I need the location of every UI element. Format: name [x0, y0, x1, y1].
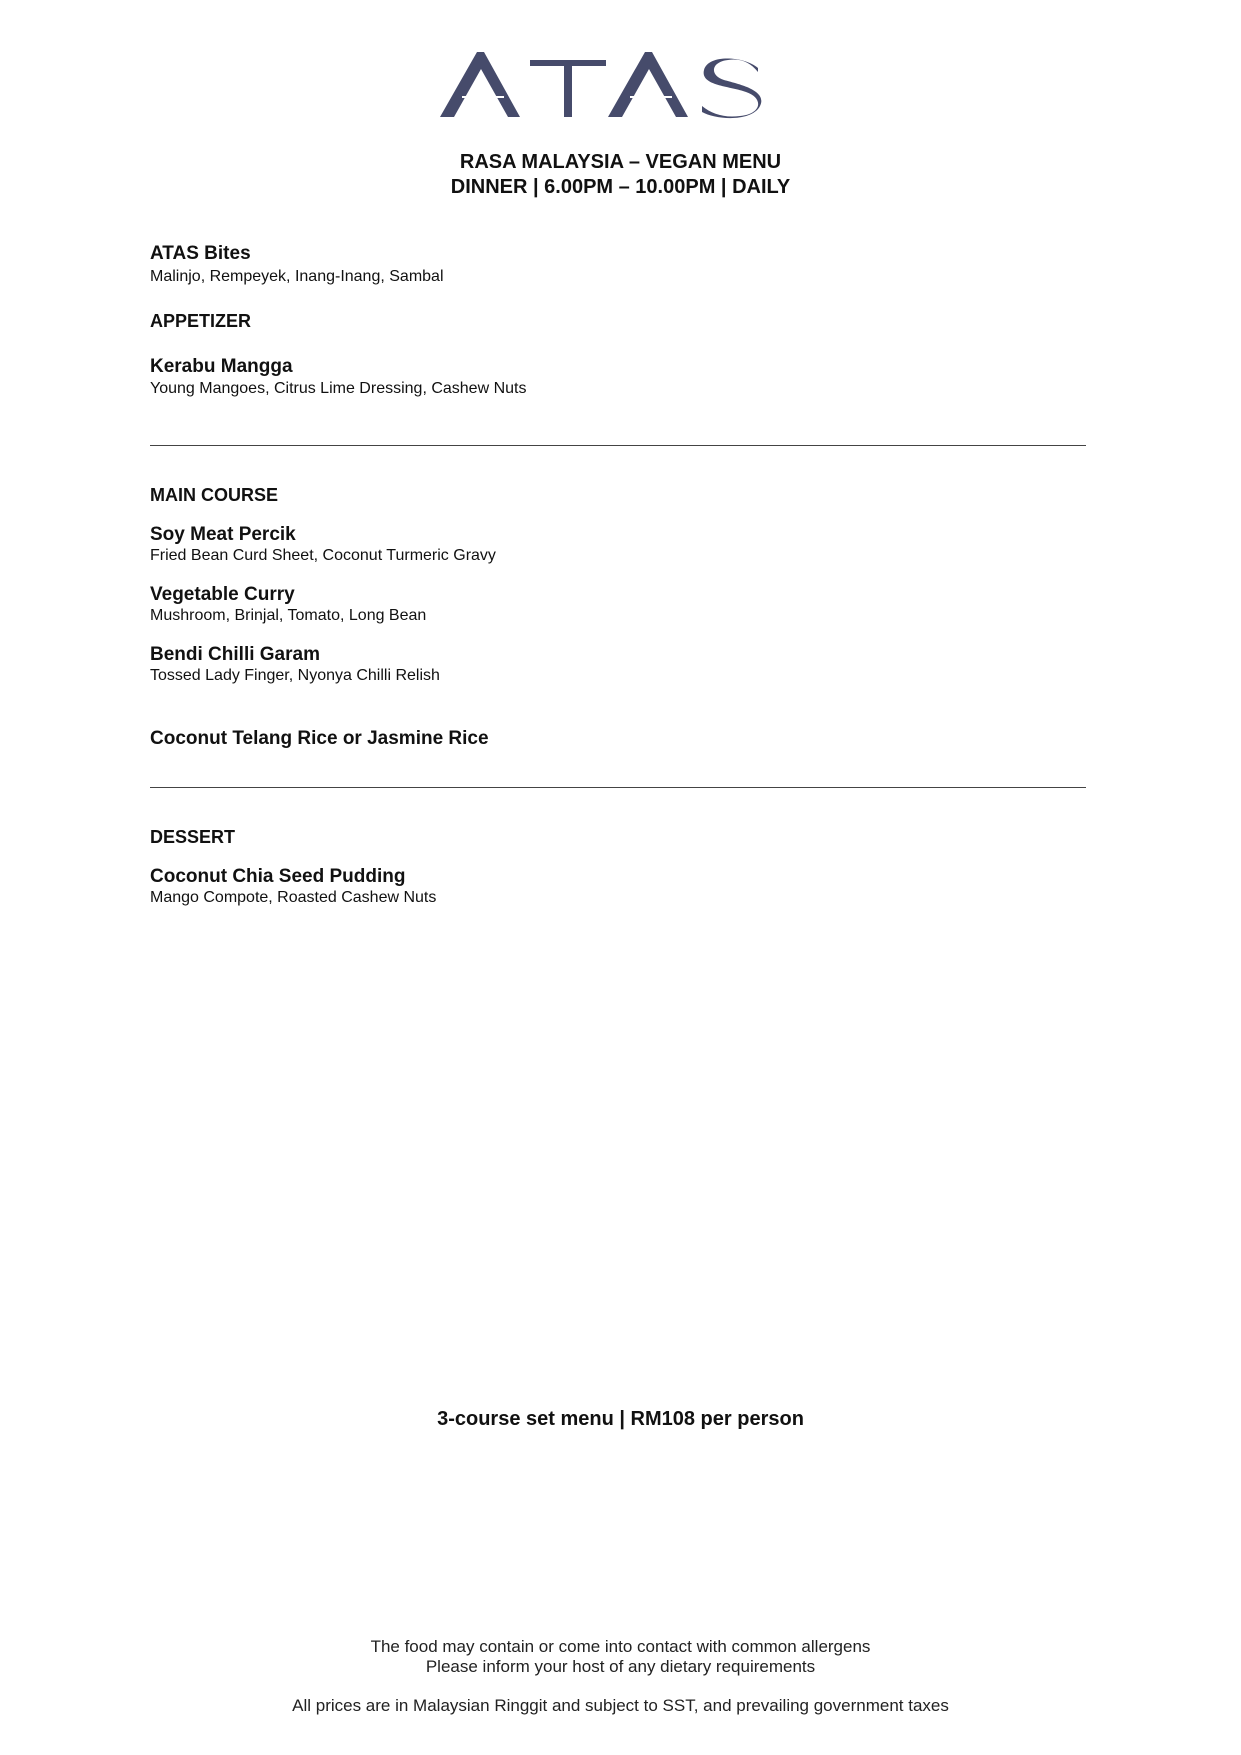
dish-description-kerabu-mangga: Young Mangoes, Citrus Lime Dressing, Cashew Nuts [150, 380, 527, 397]
menu-title: RASA MALAYSIA – VEGAN MENU [459, 151, 782, 173]
tax-note: All prices are in Malaysian Ringgit and subject to SST, and prevailing government taxes [292, 1696, 949, 1715]
dish-description-coconut-chia-seed-pudding: Mango Compote, Roasted Cashew Nuts [150, 889, 437, 906]
dish-name-kerabu-mangga: Kerabu Mangga [150, 356, 293, 377]
allergen-notice-line1: The food may contain or come into contact with common allergens [370, 1637, 871, 1656]
section-title-main-course: MAIN COURSE [150, 485, 279, 505]
set-menu-price: 3-course set menu | RM108 per person [437, 1408, 804, 1430]
dish-description-soy-meat-percik: Fried Bean Curd Sheet, Coconut Turmeric Gravy [150, 547, 496, 564]
allergen-notice-line2: Please inform your host of any dietary requirements [425, 1657, 816, 1676]
atas-logo-graphic [440, 52, 810, 122]
service-hours: DINNER | 6.00PM – 10.00PM | DAILY [450, 176, 791, 198]
dish-name-atas-bites: ATAS Bites [150, 243, 251, 264]
dish-description-atas-bites: Malinjo, Rempeyek, Inang-Inang, Sambal [150, 268, 444, 285]
brand-logo [440, 52, 810, 122]
dish-description-bendi-chilli-garam: Tossed Lady Finger, Nyonya Chilli Relish [150, 667, 440, 684]
dish-name-soy-meat-percik: Soy Meat Percik [150, 524, 296, 545]
menu-header [0, 150, 1241, 200]
section-title-dessert: DESSERT [150, 827, 236, 847]
section-divider [150, 787, 1086, 788]
dish-name-bendi-chilli-garam: Bendi Chilli Garam [150, 644, 320, 665]
dish-description-vegetable-curry: Mushroom, Brinjal, Tomato, Long Bean [150, 607, 427, 624]
dish-name-vegetable-curry: Vegetable Curry [150, 584, 295, 605]
dish-name-rice-option: Coconut Telang Rice or Jasmine Rice [150, 728, 489, 749]
section-title-appetizer: APPETIZER [150, 311, 252, 331]
dish-name-coconut-chia-seed-pudding: Coconut Chia Seed Pudding [150, 866, 406, 887]
section-divider [150, 445, 1086, 446]
